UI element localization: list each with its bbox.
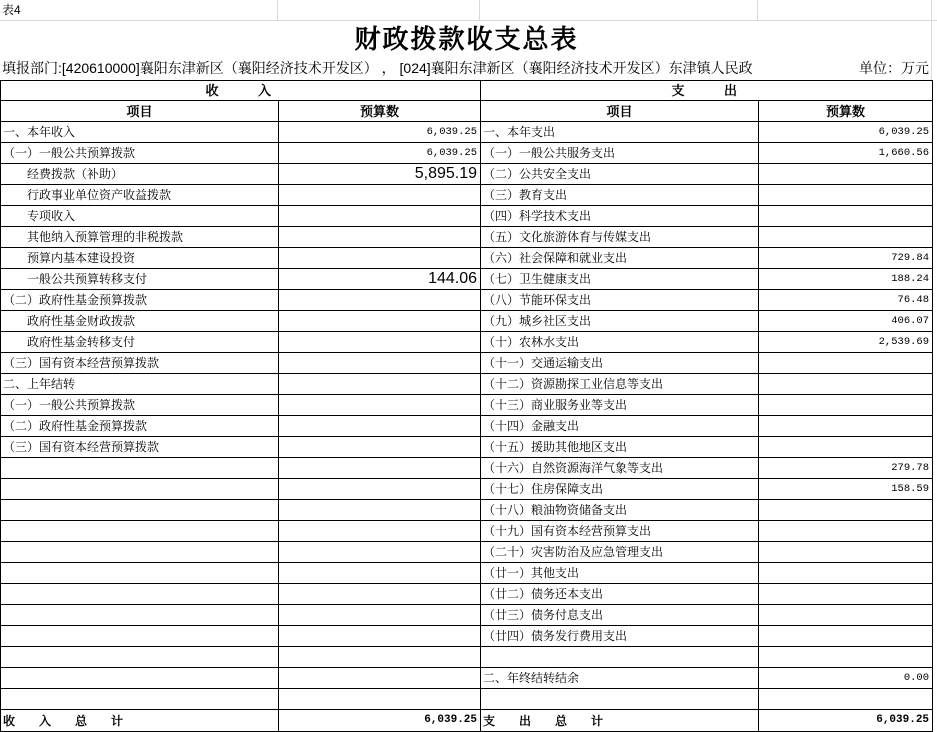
income-item-cell[interactable] [1,500,279,521]
expense-item-cell[interactable]: （十六）自然资源海洋气象等支出 [481,458,759,479]
table-row [1,437,933,458]
expense-total-amount[interactable]: 6,039.25 [759,710,933,732]
expense-item-cell[interactable]: （五）文化旅游体育与传媒支出 [481,227,759,248]
income-amount-cell[interactable] [279,647,481,668]
table-row [1,521,933,542]
expense-amount-cell[interactable]: 0.00 [759,668,933,689]
expense-amount-cell[interactable]: 2,539.69 [759,332,933,353]
income-item-cell[interactable] [1,647,279,668]
empty-cell[interactable] [932,0,937,21]
income-item-cell[interactable]: 政府性基金财政拨款 [1,311,279,332]
income-item-cell[interactable]: （二）政府性基金预算拨款 [1,416,279,437]
expense-item-cell[interactable]: 二、年终结转结余 [481,668,759,689]
expense-item-cell[interactable]: （八）节能环保支出 [481,290,759,311]
income-amount-cell[interactable] [279,563,481,584]
expense-item-cell[interactable]: （十七）住房保障支出 [481,479,759,500]
column-header-expense-amount[interactable]: 预算数 [759,101,933,122]
income-item-cell[interactable]: 一般公共预算转移支付 [1,269,279,290]
income-item-cell[interactable]: （一）一般公共预算拨款 [1,143,279,164]
expense-total-label[interactable]: 支 出 总 计 [481,710,759,732]
income-total-label[interactable]: 收 入 总 计 [1,710,279,732]
expense-item-cell[interactable]: （廿三）债务付息支出 [481,605,759,626]
expense-item-cell[interactable]: （十八）粮油物资储备支出 [481,500,759,521]
expense-amount-cell[interactable]: 1,660.56 [759,143,933,164]
column-header-row [1,101,933,122]
table-row [1,143,933,164]
expense-item-cell[interactable]: （二）公共安全支出 [481,164,759,185]
expense-amount-cell[interactable] [759,227,933,248]
income-amount-cell[interactable] [279,605,481,626]
empty-cell[interactable] [758,0,932,21]
table-row [1,269,933,290]
table-row [1,206,933,227]
income-amount-cell[interactable] [279,626,481,647]
expense-item-cell[interactable]: （九）城乡社区支出 [481,311,759,332]
expense-amount-cell[interactable]: 158.59 [759,479,933,500]
income-item-cell[interactable]: 经费拨款（补助） [1,164,279,185]
expense-amount-cell[interactable] [759,437,933,458]
income-amount-cell[interactable]: 144.06 [279,269,481,290]
empty-cell[interactable] [480,0,758,21]
income-total-amount[interactable]: 6,039.25 [279,710,481,732]
income-item-cell[interactable]: 其他纳入预算管理的非税拨款 [1,227,279,248]
income-item-cell[interactable] [1,689,279,710]
table-row [1,647,933,668]
table-body [1,81,933,732]
table-row [1,626,933,647]
expense-item-cell[interactable]: （十二）资源勘探工业信息等支出 [481,374,759,395]
table-row [1,353,933,374]
income-amount-cell[interactable] [279,395,481,416]
column-header-income-amount[interactable]: 预算数 [279,101,481,122]
department-info[interactable]: 填报部门:[420610000]襄阳东津新区（襄阳经济技术开发区） ， [024]襄阳东津新区（襄阳经济技术开发区）东津镇人民政 [2,60,753,76]
income-item-cell[interactable]: 二、上年结转 [1,374,279,395]
expense-item-cell[interactable]: （十三）商业服务业等支出 [481,395,759,416]
expense-item-cell[interactable]: （四）科学技术支出 [481,206,759,227]
table-row [1,248,933,269]
expense-item-cell[interactable]: （六）社会保障和就业支出 [481,248,759,269]
income-amount-cell[interactable]: 5,895.19 [279,164,481,185]
table-row [1,395,933,416]
totals-row [1,710,933,732]
table-row [1,164,933,185]
income-amount-cell[interactable] [279,353,481,374]
unit-label[interactable]: 单位：万元 [758,57,932,80]
expense-item-cell[interactable]: （廿四）债务发行费用支出 [481,626,759,647]
expense-item-cell[interactable]: （十五）援助其他地区支出 [481,437,759,458]
column-header-expense-item[interactable]: 项目 [481,101,759,122]
expense-item-cell[interactable]: （廿二）债务还本支出 [481,584,759,605]
income-item-cell[interactable]: （三）国有资本经营预算拨款 [1,437,279,458]
expense-amount-cell[interactable] [759,626,933,647]
income-amount-cell[interactable] [279,311,481,332]
expense-item-cell[interactable] [481,689,759,710]
income-amount-cell[interactable] [279,416,481,437]
income-item-cell[interactable]: 行政事业单位资产收益拨款 [1,185,279,206]
income-item-cell[interactable] [1,479,279,500]
income-item-cell[interactable] [1,542,279,563]
table-row [1,689,933,710]
income-amount-cell[interactable] [279,500,481,521]
income-section-header[interactable]: 收 入 [1,81,481,101]
income-amount-cell[interactable] [279,521,481,542]
table-row [1,542,933,563]
income-item-cell[interactable] [1,626,279,647]
income-amount-cell[interactable] [279,227,481,248]
income-item-cell[interactable]: （二）政府性基金预算拨款 [1,290,279,311]
table-row [1,185,933,206]
table-row [1,416,933,437]
expense-amount-cell[interactable] [759,563,933,584]
expense-amount-cell[interactable] [759,521,933,542]
budget-table [0,80,933,732]
expense-item-cell[interactable]: （十一）交通运输支出 [481,353,759,374]
income-item-cell[interactable] [1,584,279,605]
income-item-cell[interactable]: （三）国有资本经营预算拨款 [1,353,279,374]
expense-amount-cell[interactable] [759,395,933,416]
table-row [1,311,933,332]
income-amount-cell[interactable]: 6,039.25 [279,122,481,143]
table-row [1,458,933,479]
income-item-cell[interactable]: 预算内基本建设投资 [1,248,279,269]
expense-amount-cell[interactable] [759,416,933,437]
income-amount-cell[interactable] [279,437,481,458]
section-header-row [1,81,933,101]
expense-amount-cell[interactable]: 6,039.25 [759,122,933,143]
income-amount-cell[interactable] [279,479,481,500]
expense-amount-cell[interactable]: 76.48 [759,290,933,311]
expense-item-cell[interactable] [481,647,759,668]
expense-item-cell[interactable]: （十）农林水支出 [481,332,759,353]
expense-amount-cell[interactable] [759,542,933,563]
expense-item-cell[interactable]: （廿一）其他支出 [481,563,759,584]
expense-item-cell[interactable]: （二十）灾害防治及应急管理支出 [481,542,759,563]
expense-item-cell[interactable]: （十四）金融支出 [481,416,759,437]
income-amount-cell[interactable] [279,290,481,311]
table-row [1,500,933,521]
expense-amount-cell[interactable] [759,689,933,710]
expense-amount-cell[interactable] [759,605,933,626]
sheet-label[interactable]: 表4 [0,0,278,21]
income-amount-cell[interactable] [279,668,481,689]
table-row [1,563,933,584]
expense-amount-cell[interactable]: 279.78 [759,458,933,479]
expense-item-cell[interactable]: 一、本年支出 [481,122,759,143]
expense-item-cell[interactable]: （一）一般公共服务支出 [481,143,759,164]
expense-item-cell[interactable]: （七）卫生健康支出 [481,269,759,290]
expense-item-cell[interactable]: （三）教育支出 [481,185,759,206]
expense-amount-cell[interactable] [759,353,933,374]
income-amount-cell[interactable] [279,458,481,479]
income-item-cell[interactable] [1,458,279,479]
income-item-cell[interactable]: （一）一般公共预算拨款 [1,395,279,416]
table-row [1,290,933,311]
expense-amount-cell[interactable] [759,374,933,395]
empty-cell[interactable] [278,0,480,21]
column-header-income-item[interactable]: 项目 [1,101,279,122]
table-row [1,668,933,689]
income-item-cell[interactable] [1,605,279,626]
expense-amount-cell[interactable]: 729.84 [759,248,933,269]
table-row [1,122,933,143]
income-item-cell[interactable] [1,521,279,542]
income-item-cell[interactable]: 专项收入 [1,206,279,227]
expense-section-header[interactable]: 支 出 [481,81,933,101]
income-item-cell[interactable]: 一、本年收入 [1,122,279,143]
income-item-cell[interactable] [1,563,279,584]
table-row [1,374,933,395]
expense-amount-cell[interactable] [759,185,933,206]
table-row [1,332,933,353]
expense-amount-cell[interactable] [759,647,933,668]
income-amount-cell[interactable] [279,206,481,227]
income-amount-cell[interactable] [279,185,481,206]
expense-amount-cell[interactable] [759,206,933,227]
expense-amount-cell[interactable]: 406.07 [759,311,933,332]
expense-amount-cell[interactable] [759,584,933,605]
income-amount-cell[interactable] [279,584,481,605]
income-item-cell[interactable]: 政府性基金转移支付 [1,332,279,353]
table-row [1,584,933,605]
table-row [1,605,933,626]
expense-amount-cell[interactable]: 188.24 [759,269,933,290]
income-item-cell[interactable] [1,668,279,689]
income-amount-cell[interactable] [279,374,481,395]
income-amount-cell[interactable]: 6,039.25 [279,143,481,164]
income-amount-cell[interactable] [279,332,481,353]
income-amount-cell[interactable] [279,689,481,710]
expense-amount-cell[interactable] [759,164,933,185]
sheet-title[interactable]: 财政拨款收支总表 [0,21,932,57]
table-row [1,227,933,248]
expense-item-cell[interactable]: （十九）国有资本经营预算支出 [481,521,759,542]
income-amount-cell[interactable] [279,248,481,269]
income-amount-cell[interactable] [279,542,481,563]
expense-amount-cell[interactable] [759,500,933,521]
table-row [1,479,933,500]
